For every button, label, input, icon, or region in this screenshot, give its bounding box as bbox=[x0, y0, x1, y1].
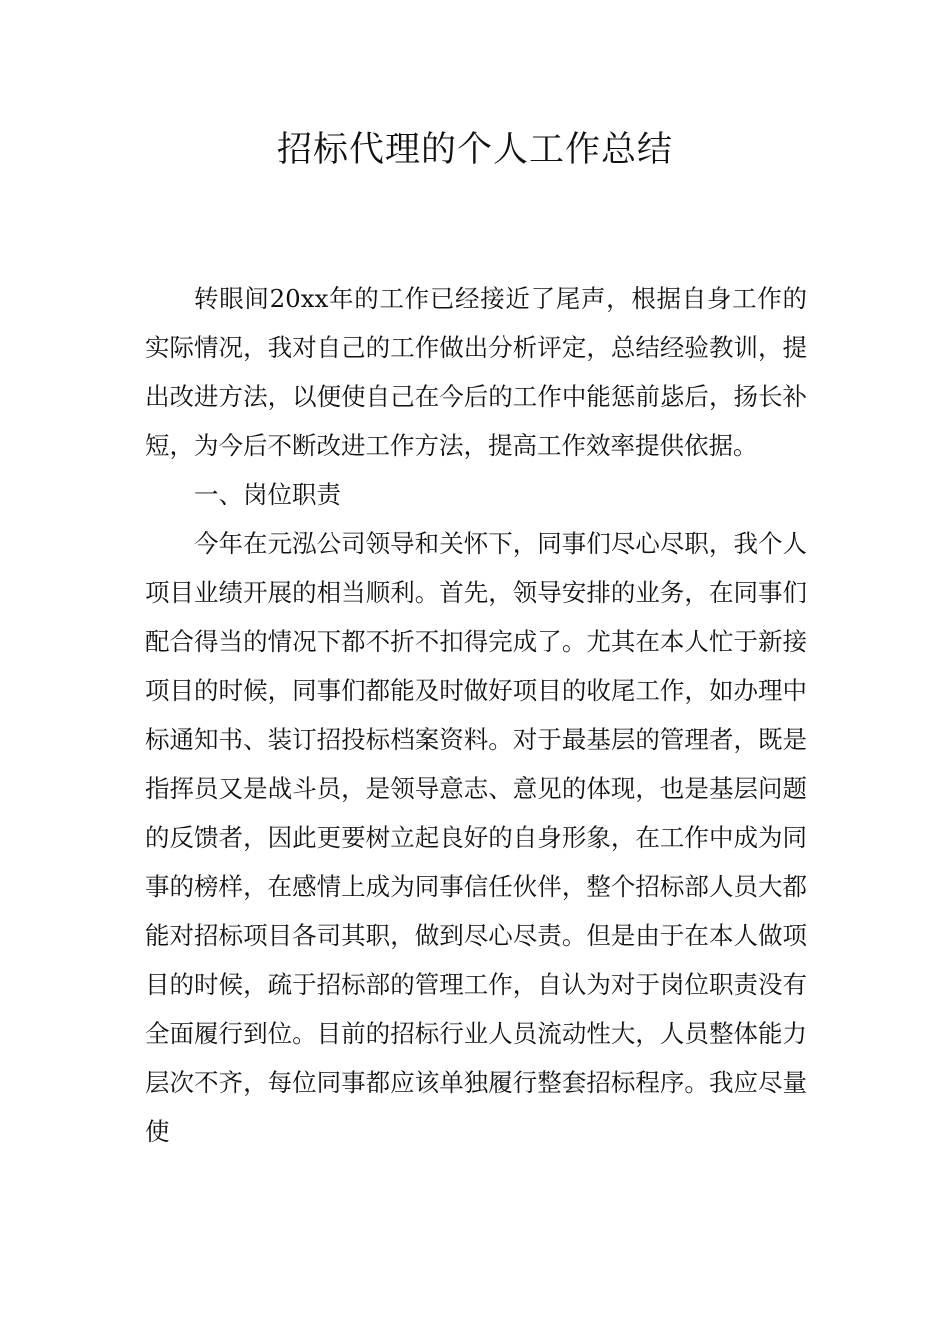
paragraph-job-duties: 今年在元泓公司领导和关怀下，同事们尽心尽职，我个人项目业绩开展的相当顺利。首先，领导安排的业务，在同事们配合得当的情况下都不折不扣得完成了。尤其在本人忙于新接项目的时候，同事们都能及时做好项目的收尾工作，如办理中标通知书、装订招投标档案资料。对于最基层的管理者，既是指挥员又是战斗员，是领导意志、意见的体现，也是基层问题的反馈者，因此更要树立起良好的自身形象，在工作中成为同事的榜样，在感情上成为同事信任伙伴，整个招标部人员大都能对招标项目各司其职，做到尽心尽责。但是由于在本人做项目的时候，疏于招标部的管理工作，自认为对于岗位职责没有全面履行到位。目前的招标行业人员流动性大，人员整体能力层次不齐，每位同事都应该单独履行整套招标程序。我应尽量使 bbox=[145, 529, 807, 1146]
paragraph-intro: 转眼间20xx年的工作已经接近了尾声，根据自身工作的实际情况，我对自己的工作做出分析评定，总结经验教训，提出改进方法，以便使自己在今后的工作中能惩前毖后，扬长补短，为今后不断改进工作方法，提高工作效率提供依据。 bbox=[145, 284, 807, 460]
document-body bbox=[145, 274, 807, 1156]
section-heading-job-duties: 一、岗位职责 bbox=[194, 480, 341, 509]
document-title: 招标代理的个人工作总结 bbox=[276, 130, 673, 170]
